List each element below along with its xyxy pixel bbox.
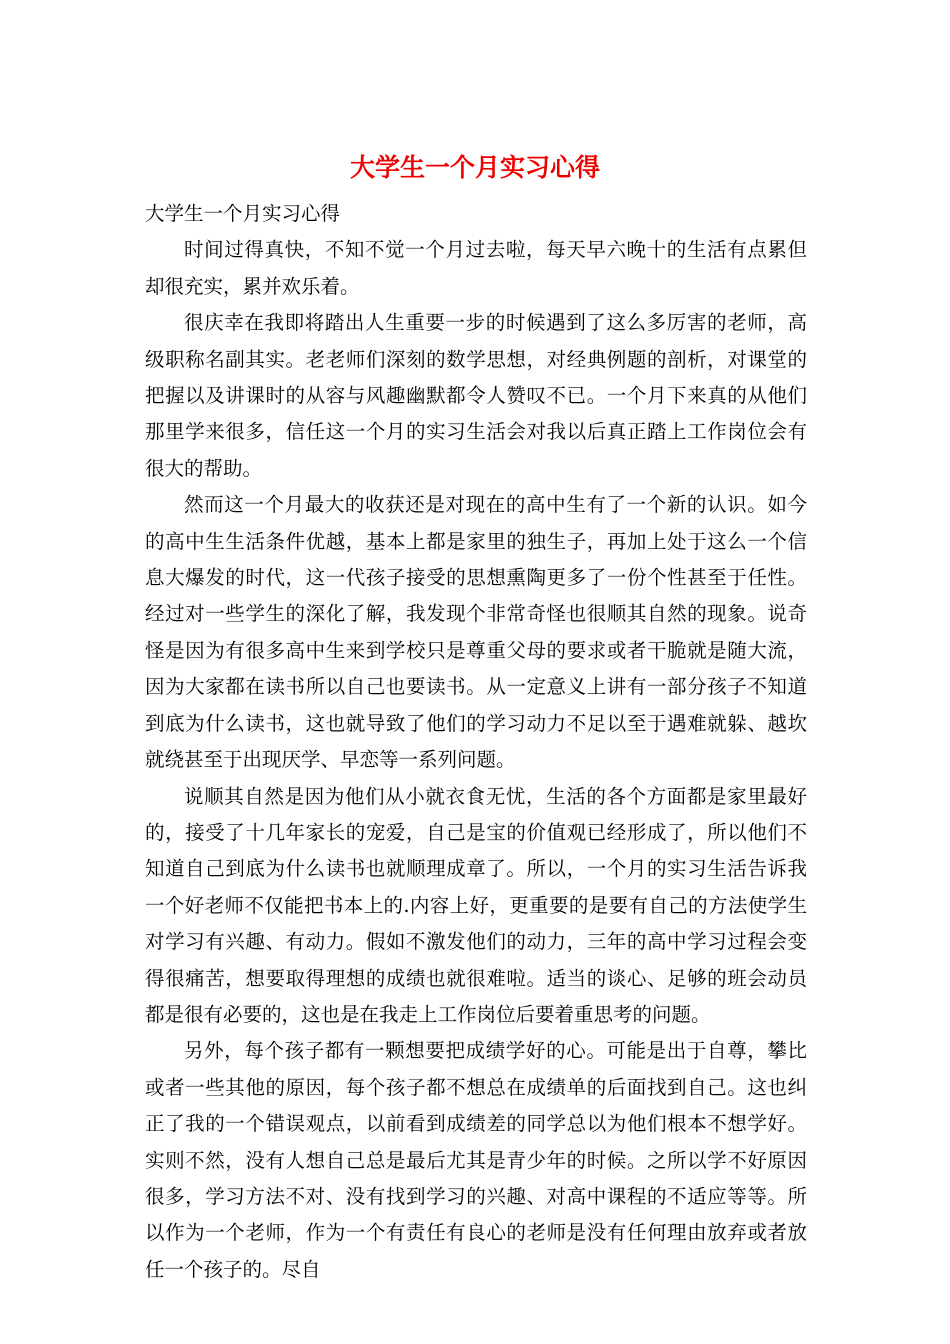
paragraph-5: 另外，每个孩子都有一颗想要把成绩学好的心。可能是出于自尊，攀比或者一些其他的原因，每个孩子都不想总在成绩单的后面找到自己。这也纠正了我的一个错误观点，以前看到成绩差的同学总以为他们根本不想学好。实则不然，没有人想自己总是最后尤其是青少年的时候。之所以学不好原因很多，学习方法不对、没有找到学习的兴趣、对高中课程的不适应等等。所以作为一个老师，作为一个有责任有良心的老师是没有任何理由放弃或者放任一个孩子的。尽自 [145,1039,807,1281]
document-title: 大学生一个月实习心得 [349,153,600,182]
subtitle-line: 大学生一个月实习心得 [145,202,341,225]
paragraph-3: 然而这一个月最大的收获还是对现在的高中生有了一个新的认识。如今的高中生生活条件优越，基本上都是家里的独生子，再加上处于这么一个信息大爆发的时代，这一代孩子接受的思想熏陶更多了一份个性甚至于任性。经过对一些学生的深化了解，我发现个非常奇怪也很顺其自然的现象。说奇怪是因为有很多高中生来到学校只是尊重父母的要求或者干脆就是随大流，因为大家都在读书所以自己也要读书。从一定意义上讲有一部分孩子不知道到底为什么读书，这也就导致了他们的学习动力不足以至于遇难就躲、越坎就绕甚至于出现厌学、早恋等一系列问题。 [145,493,807,772]
paragraph-2: 很庆幸在我即将踏出人生重要一步的时候遇到了这么多厉害的老师，高级职称名副其实。老老师们深刻的数学思想，对经典例题的剖析，对课堂的把握以及讲课时的从容与风趣幽默都令人赞叹不已。一个月下来真的从他们那里学来很多，信任这一个月的实习生活会对我以后真正踏上工作岗位会有很大的帮助。 [145,311,807,480]
document-body [145,196,807,1288]
paragraph-4: 说顺其自然是因为他们从小就衣食无忧，生活的各个方面都是家里最好的，接受了十几年家长的宠爱，自己是宝的价值观已经形成了，所以他们不知道自己到底为什么读书也就顺理成章了。所以，一个月的实习生活告诉我一个好老师不仅能把书本上的.内容上好，更重要的是要有自己的方法使学生对学习有兴趣、有动力。假如不激发他们的动力，三年的高中学习过程会变得很痛苦，想要取得理想的成绩也就很难啦。适当的谈心、足够的班会动员都是很有必要的，这也是在我走上工作岗位后要着重思考的问题。 [145,784,807,1026]
paragraph-1: 时间过得真快，不知不觉一个月过去啦，每天早六晚十的生活有点累但却很充实，累并欢乐着。 [145,238,807,298]
